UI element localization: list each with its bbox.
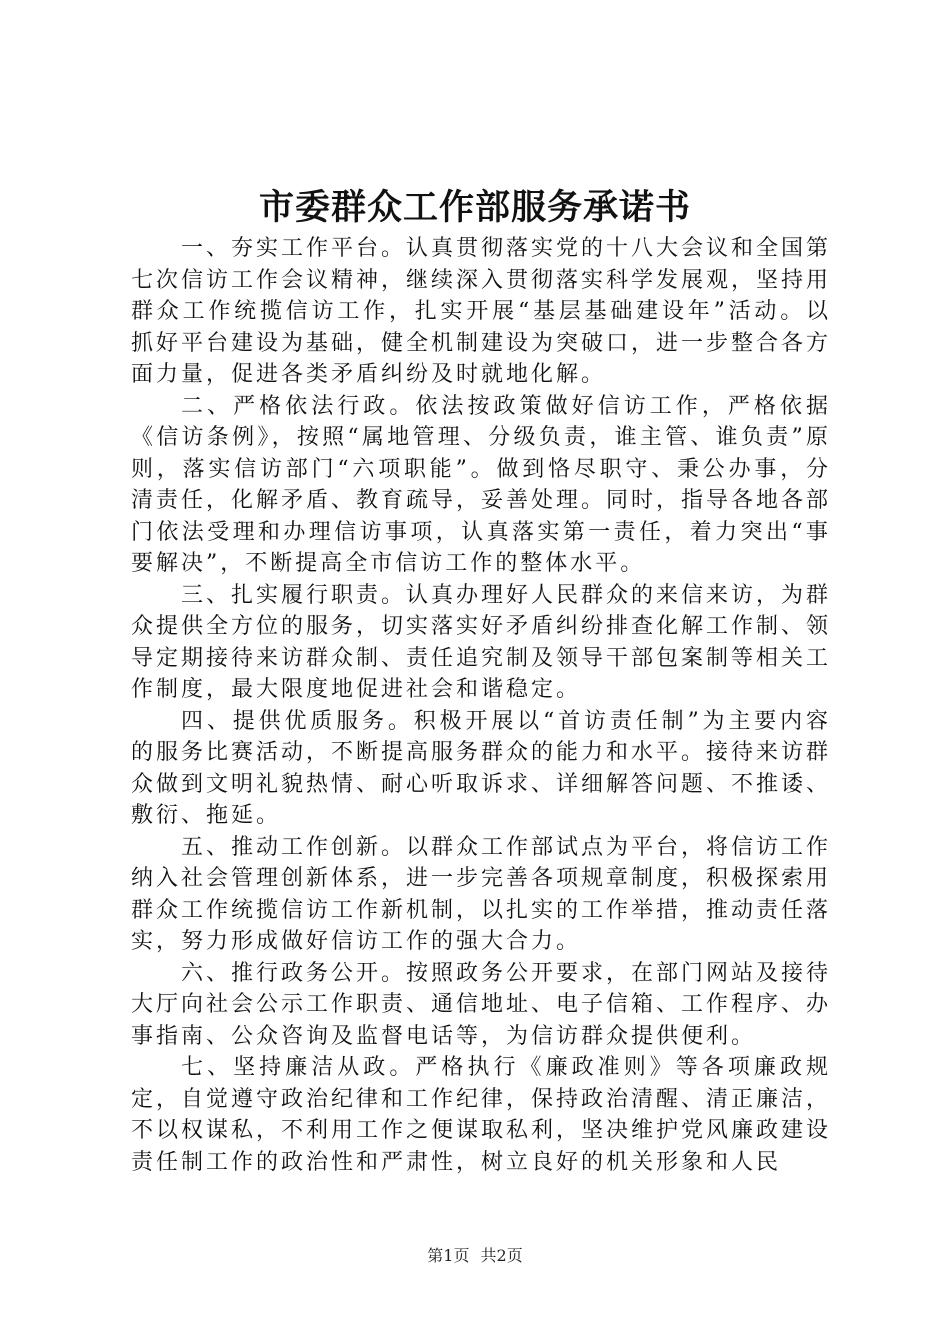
document-title: 市委群众工作部服务承诺书 (258, 187, 691, 228)
page-number-current: 第1页 (427, 1246, 470, 1265)
page-footer (0, 1246, 950, 1266)
paragraph-1: 一、夯实工作平台。认真贯彻落实党的十八大会议和全国第七次信访工作会议精神，继续深入贯彻落实科学发展观，坚持用群众工作统揽信访工作，扎实开展“基层基础建设年”活动。以抓好平台建设为基础，健全机制建设为突破口，进一步整合各方面力量，促进各类矛盾纠纷及时就地化解。 (131, 236, 832, 387)
paragraph-2: 二、严格依法行政。依法按政策做好信访工作，严格依据《信访条例》，按照“属地管理、分级负责，谁主管、谁负责”原则，落实信访部门“六项职能”。做到恪尽职守、秉公办事，分清责任，化解矛盾、教育疏导，妥善处理。同时，指导各地各部门依法受理和办理信访事项，认真落实第一责任，着力突出“事要解决”，不断提高全市信访工作的整体水平。 (131, 393, 832, 576)
document-body (131, 233, 831, 1178)
paragraph-4: 四、提供优质服务。积极开展以“首访责任制”为主要内容的服务比赛活动，不断提高服务群众的能力和水平。接待来访群众做到文明礼貌热情、耐心听取诉求、详细解答问题、不推诿、敷衍、拖延。 (131, 708, 832, 828)
paragraph-3: 三、扎实履行职责。认真办理好人民群众的来信来访，为群众提供全方位的服务，切实落实好矛盾纠纷排查化解工作制、领导定期接待来访群众制、责任追究制及领导干部包案制等相关工作制度，最大限度地促进社会和谐稳定。 (131, 582, 832, 702)
paragraph-7: 七、坚持廉洁从政。严格执行《廉政准则》等各项廉政规定，自觉遵守政治纪律和工作纪律，保持政治清醒、清正廉洁，不以权谋私，不利用工作之便谋取私利，坚决维护党风廉政建设责任制工作的政治性和严肃性，树立良好的机关形象和人民 (131, 1055, 832, 1175)
page-number-total: 共2页 (480, 1246, 523, 1265)
paragraph-6: 六、推行政务公开。按照政务公开要求，在部门网站及接待大厅向社会公示工作职责、通信地址、电子信箱、工作程序、办事指南、公众咨询及监督电话等，为信访群众提供便利。 (131, 960, 832, 1049)
paragraph-5: 五、推动工作创新。以群众工作部试点为平台，将信访工作纳入社会管理创新体系，进一步完善各项规章制度，积极探索用群众工作统揽信访工作新机制，以扎实的工作举措，推动责任落实，努力形成做好信访工作的强大合力。 (131, 834, 832, 954)
